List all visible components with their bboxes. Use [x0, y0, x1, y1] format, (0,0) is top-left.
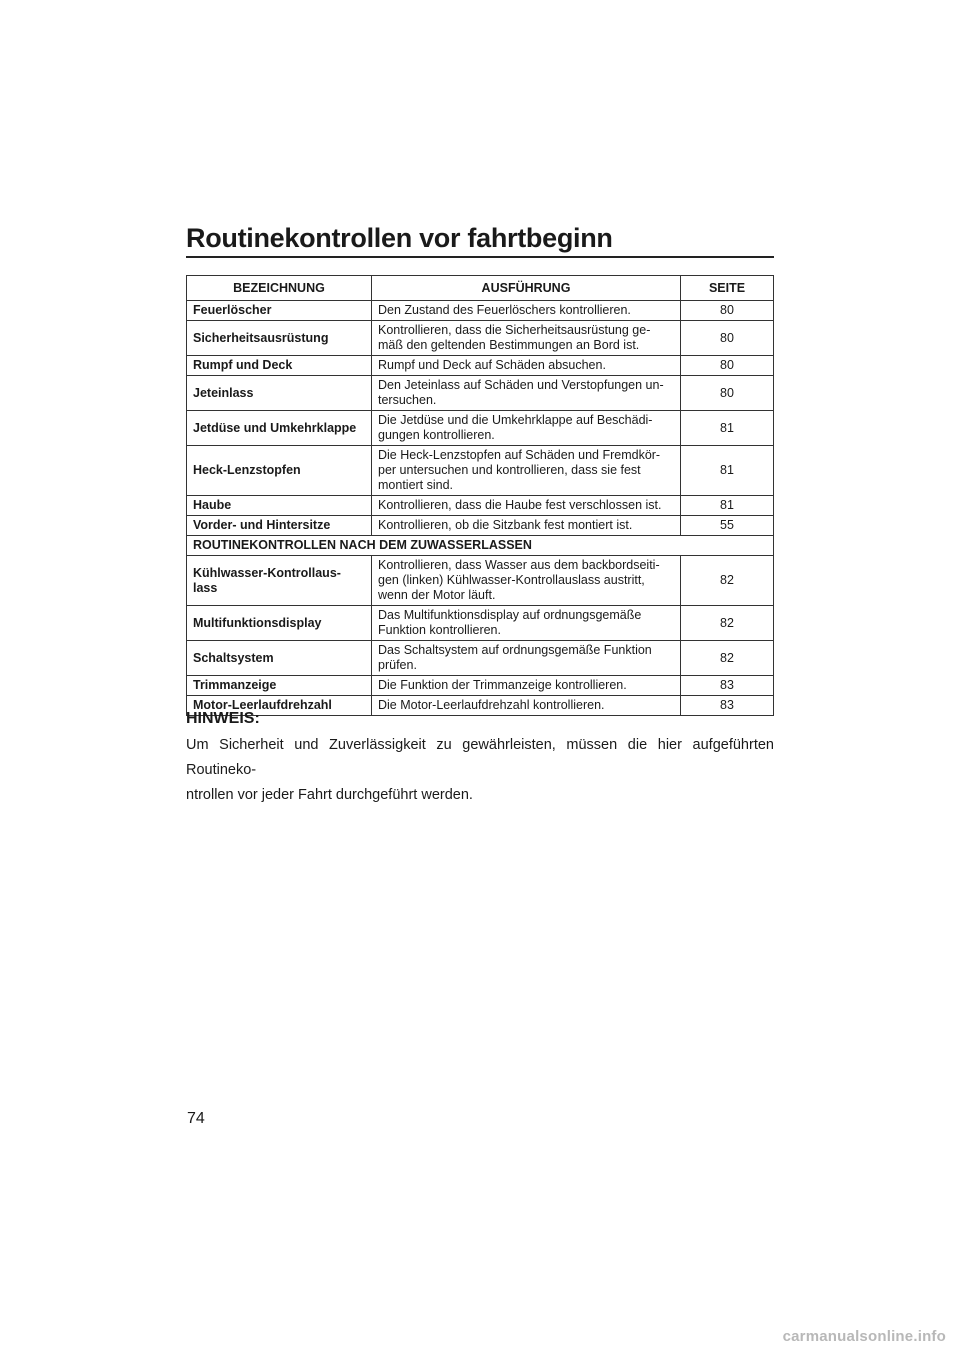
cell-action: Die Jetdüse und die Umkehrklappe auf Beschädi- gungen kontrollieren. — [372, 411, 681, 446]
cell-name: Jeteinlass — [187, 376, 372, 411]
cell-name: Motor-Leerlaufdrehzahl — [187, 696, 372, 716]
cell-name: Heck-Lenzstopfen — [187, 446, 372, 496]
header-seite: SEITE — [681, 276, 774, 301]
title-rule — [186, 256, 774, 258]
header-ausfuehrung: AUSFÜHRUNG — [372, 276, 681, 301]
header-bezeichnung: BEZEICHNUNG — [187, 276, 372, 301]
cell-page: 81 — [681, 411, 774, 446]
cell-action: Das Multifunktionsdisplay auf ordnungsgemäße Funktion kontrollieren. — [372, 606, 681, 641]
routine-checks-table — [186, 275, 774, 716]
cell-name: Schaltsystem — [187, 641, 372, 676]
cell-name: Rumpf und Deck — [187, 356, 372, 376]
cell-page: 80 — [681, 376, 774, 411]
cell-action: Die Heck-Lenzstopfen auf Schäden und Fremdkör- per untersuchen und kontrollieren, dass sie fest montiert sind. — [372, 446, 681, 496]
table-row — [187, 606, 774, 641]
cell-action: Kontrollieren, dass Wasser aus dem backbordseiti- gen (linken) Kühlwasser-Kontrollauslass austritt, wenn der Motor läuft. — [372, 556, 681, 606]
cell-name: Vorder- und Hintersitze — [187, 516, 372, 536]
table-row — [187, 411, 774, 446]
table-body-before-launch — [187, 301, 774, 536]
cell-action: Den Zustand des Feuerlöschers kontrollieren. — [372, 301, 681, 321]
cell-page: 80 — [681, 321, 774, 356]
cell-name: Kühlwasser-Kontrollaus- lass — [187, 556, 372, 606]
cell-page: 82 — [681, 606, 774, 641]
cell-page: 81 — [681, 446, 774, 496]
page-number: 74 — [187, 1110, 205, 1127]
cell-action: Die Motor-Leerlaufdrehzahl kontrollieren. — [372, 696, 681, 716]
table-header-row — [187, 276, 774, 301]
note-text: Um Sicherheit und Zuverlässigkeit zu gewährleisten, müssen die hier aufgeführten Routineko- ntrollen vor jeder Fahrt durchgeführt werden. — [186, 737, 774, 803]
cell-page: 80 — [681, 356, 774, 376]
cell-name: Trimmanzeige — [187, 676, 372, 696]
section-row — [187, 536, 774, 556]
cell-action: Das Schaltsystem auf ordnungsgemäße Funktion prüfen. — [372, 641, 681, 676]
section-label: ROUTINEKONTROLLEN NACH DEM ZUWASSERLASSEN — [187, 536, 774, 556]
table-row — [187, 641, 774, 676]
table-row — [187, 496, 774, 516]
cell-page: 83 — [681, 676, 774, 696]
cell-page: 81 — [681, 496, 774, 516]
table-row — [187, 356, 774, 376]
cell-action: Rumpf und Deck auf Schäden absuchen. — [372, 356, 681, 376]
cell-name: Sicherheitsausrüstung — [187, 321, 372, 356]
table-row — [187, 376, 774, 411]
cell-page: 83 — [681, 696, 774, 716]
cell-page: 55 — [681, 516, 774, 536]
cell-page: 80 — [681, 301, 774, 321]
note-heading: HINWEIS: — [186, 710, 260, 727]
table-row — [187, 516, 774, 536]
table-row — [187, 321, 774, 356]
cell-name: Haube — [187, 496, 372, 516]
cell-action: Kontrollieren, dass die Sicherheitsausrüstung ge- mäß den geltenden Bestimmungen an Bord ist. — [372, 321, 681, 356]
watermark: carmanualsonline.info — [782, 1328, 946, 1345]
cell-page: 82 — [681, 556, 774, 606]
table-row — [187, 556, 774, 606]
table-row — [187, 446, 774, 496]
table-row — [187, 696, 774, 716]
cell-name: Jetdüse und Umkehrklappe — [187, 411, 372, 446]
table-body-after-launch — [187, 556, 774, 716]
cell-name: Multifunktionsdisplay — [187, 606, 372, 641]
cell-action: Kontrollieren, ob die Sitzbank fest montiert ist. — [372, 516, 681, 536]
cell-action: Die Funktion der Trimmanzeige kontrollieren. — [372, 676, 681, 696]
cell-action: Kontrollieren, dass die Haube fest verschlossen ist. — [372, 496, 681, 516]
cell-name: Feuerlöscher — [187, 301, 372, 321]
cell-action: Den Jeteinlass auf Schäden und Verstopfungen un- tersuchen. — [372, 376, 681, 411]
table-row — [187, 301, 774, 321]
page-title: Routinekontrollen vor fahrtbeginn — [186, 223, 613, 253]
table-row — [187, 676, 774, 696]
cell-page: 82 — [681, 641, 774, 676]
